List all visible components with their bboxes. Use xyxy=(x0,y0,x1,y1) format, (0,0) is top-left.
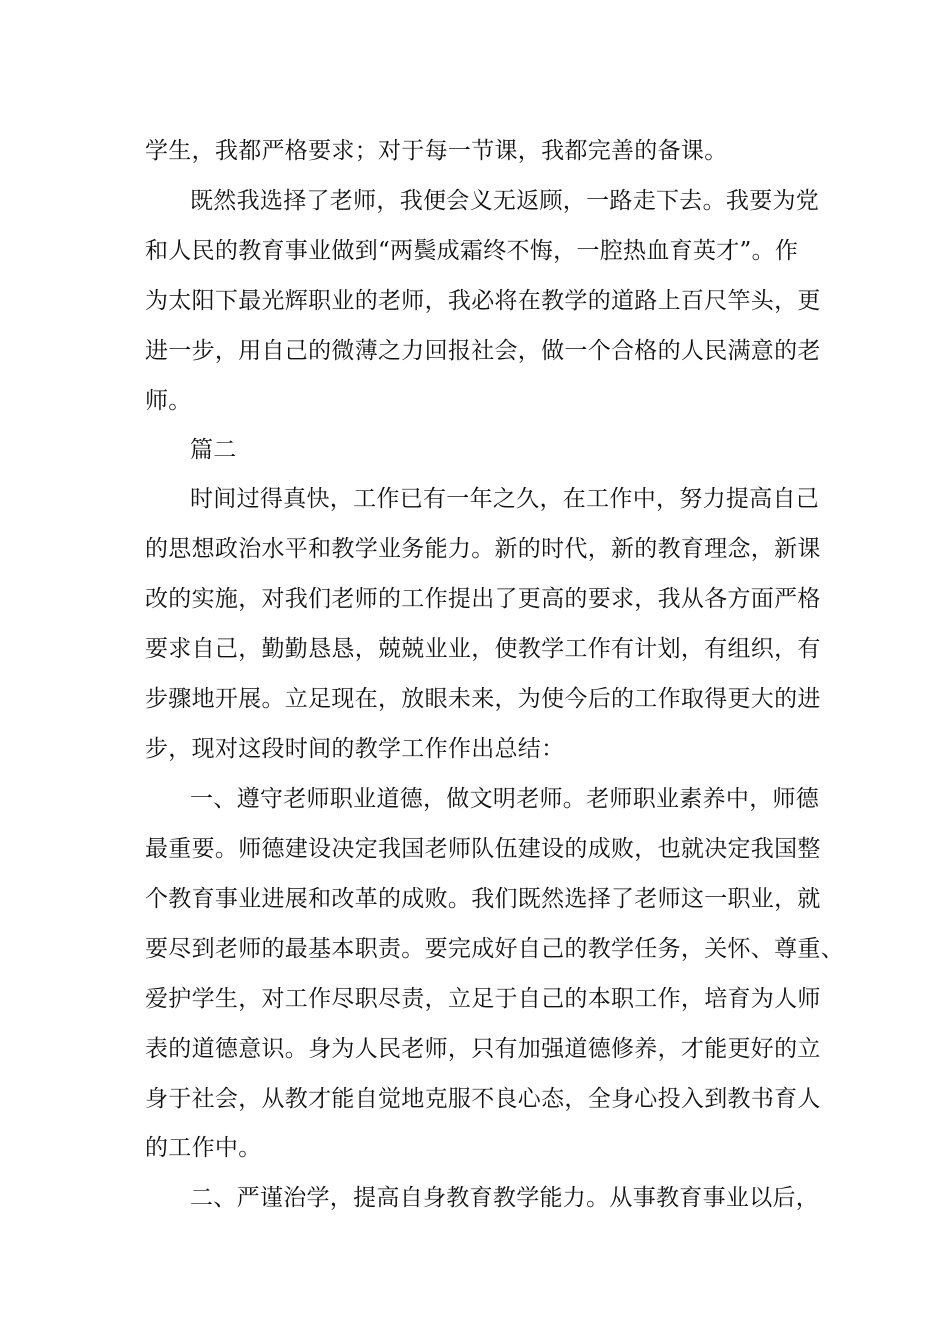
paragraph-start-line: 既然我选择了老师，我便会义无返顾，一路走下去。我要为党 xyxy=(190,188,820,214)
text-line: 的工作中。 xyxy=(145,1135,262,1161)
text-line: 要求自己，勤勤恳恳，兢兢业业，使教学工作有计划，有组织，有 xyxy=(145,636,821,662)
text-line: 步骤地开展。立足现在，放眼未来，为使今后的工作取得更大的进 xyxy=(145,686,821,712)
text-line: 最重要。师德建设决定我国老师队伍建设的成败，也就决定我国整 xyxy=(145,836,821,862)
text-line: 学生，我都严格要求；对于每一节课，我都完善的备课。 xyxy=(145,138,728,164)
text-line: 和人民的教育事业做到“两鬓成霜终不悔，一腔热血育英才”。作 xyxy=(145,238,799,264)
section-heading: 篇二 xyxy=(190,437,237,463)
text-line: 的思想政治水平和教学业务能力。新的时代，新的教育理念，新课 xyxy=(145,536,821,562)
text-line: 进一步，用自己的微薄之力回报社会，做一个合格的人民满意的老 xyxy=(145,338,821,364)
paragraph-start-line: 时间过得真快，工作已有一年之久，在工作中，努力提高自己 xyxy=(190,486,820,512)
text-line: 表的道德意识。身为人民老师，只有加强道德修养，才能更好的立 xyxy=(145,1036,821,1062)
paragraph-start-line: 一、遵守老师职业道德，做文明老师。老师职业素养中，师德 xyxy=(190,786,820,812)
text-line: 步，现对这段时间的教学工作作出总结： xyxy=(145,736,565,762)
text-line: 改的实施，对我们老师的工作提出了更高的要求，我从各方面严格 xyxy=(145,586,821,612)
text-line: 师。 xyxy=(145,388,192,414)
text-line: 为太阳下最光辉职业的老师，我必将在教学的道路上百尺竿头，更 xyxy=(145,288,821,314)
text-line: 要尽到老师的最基本职责。要完成好自己的教学任务，关怀、尊重、 xyxy=(145,936,844,962)
paragraph-start-line: 二、严谨治学，提高自身教育教学能力。从事教育事业以后， xyxy=(190,1185,820,1211)
text-line: 个教育事业进展和改革的成败。我们既然选择了老师这一职业，就 xyxy=(145,886,821,912)
text-line: 爱护学生，对工作尽职尽责，立足于自己的本职工作，培育为人师 xyxy=(145,986,821,1012)
text-line: 身于社会，从教才能自觉地克服不良心态，全身心投入到教书育人 xyxy=(145,1086,821,1112)
